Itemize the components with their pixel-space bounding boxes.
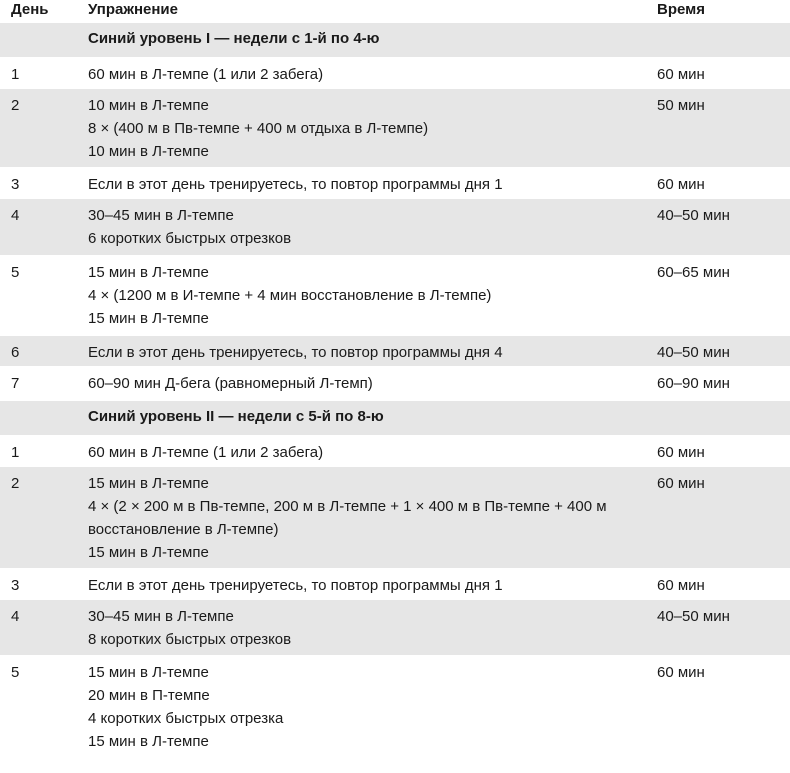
time-cell: 60–90 мин xyxy=(657,375,730,392)
exercise-line: 15 мин в Л-темпе xyxy=(88,264,209,281)
table-row xyxy=(0,57,790,88)
day-cell: 5 xyxy=(11,664,20,681)
time-cell: 40–50 мин xyxy=(657,207,730,224)
exercise-line: 10 мин в Л-темпе xyxy=(88,97,209,114)
exercise-cell xyxy=(88,472,607,564)
table-row xyxy=(0,655,790,752)
day-cell: 5 xyxy=(11,264,20,281)
exercise-line: восстановление в Л-темпе) xyxy=(88,521,279,538)
exercise-line: 15 мин в Л-темпе xyxy=(88,310,209,327)
table-row xyxy=(0,88,790,167)
time-cell: 60 мин xyxy=(657,66,705,83)
exercise-line: 15 мин в Л-темпе xyxy=(88,475,209,492)
time-cell: 40–50 мин xyxy=(657,344,730,361)
day-cell: 1 xyxy=(11,444,20,461)
exercise-line: Если в этот день тренируетесь, то повтор программы дня 1 xyxy=(88,577,503,594)
exercise-line: 15 мин в Л-темпе xyxy=(88,733,209,750)
table-header xyxy=(0,0,790,22)
exercise-cell xyxy=(88,372,373,395)
day-cell: 2 xyxy=(11,97,20,114)
exercise-line: 10 мин в Л-темпе xyxy=(88,143,209,160)
exercise-line: 60 мин в Л-темпе (1 или 2 забега) xyxy=(88,66,324,83)
table-row xyxy=(0,435,790,466)
exercise-cell xyxy=(88,63,323,86)
header-day: День xyxy=(11,1,49,18)
day-cell: 3 xyxy=(11,176,20,193)
table-row xyxy=(0,335,790,366)
section-header-row xyxy=(0,22,790,57)
table-row xyxy=(0,568,790,599)
exercise-cell xyxy=(88,441,323,464)
exercise-cell xyxy=(88,94,428,163)
day-cell: 3 xyxy=(11,577,20,594)
table-row xyxy=(0,255,790,335)
section-title: Синий уровень I — недели с 1-й по 4-ю xyxy=(88,30,380,47)
section-header-row xyxy=(0,400,790,435)
exercise-cell xyxy=(88,661,283,753)
exercise-line: Если в этот день тренируетесь, то повтор программы дня 4 xyxy=(88,344,503,361)
day-cell: 4 xyxy=(11,207,20,224)
exercise-cell xyxy=(88,204,291,250)
exercise-line: 15 мин в Л-темпе xyxy=(88,664,209,681)
exercise-line: 60 мин в Л-темпе (1 или 2 забега) xyxy=(88,444,324,461)
day-cell: 4 xyxy=(11,608,20,625)
table-row xyxy=(0,198,790,255)
exercise-line: 30–45 мин в Л-темпе xyxy=(88,207,234,224)
exercise-line: 8 коротких быстрых отрезков xyxy=(88,631,292,648)
exercise-cell xyxy=(88,173,503,196)
day-cell: 2 xyxy=(11,475,20,492)
time-cell: 60 мин xyxy=(657,475,705,492)
day-cell: 1 xyxy=(11,66,20,83)
exercise-cell xyxy=(88,261,491,330)
day-cell: 6 xyxy=(11,344,20,361)
header-exercise: Упражнение xyxy=(88,1,178,18)
table-row xyxy=(0,167,790,198)
time-cell: 60 мин xyxy=(657,577,705,594)
exercise-line: 4 × (2 × 200 м в Пв-темпе, 200 м в Л-темпе + 1 × 400 м в Пв-темпе + 400 м xyxy=(88,498,607,515)
exercise-line: 60–90 мин Д-бега (равномерный Л-темп) xyxy=(88,375,373,392)
exercise-cell xyxy=(88,341,503,364)
table-body xyxy=(0,22,790,752)
time-cell: 40–50 мин xyxy=(657,608,730,625)
time-cell: 60–65 мин xyxy=(657,264,730,281)
exercise-line: 30–45 мин в Л-темпе xyxy=(88,608,234,625)
table-row xyxy=(0,366,790,400)
header-time: Время xyxy=(657,1,705,18)
exercise-line: 15 мин в Л-темпе xyxy=(88,544,209,561)
day-cell: 7 xyxy=(11,375,20,392)
time-cell: 50 мин xyxy=(657,97,705,114)
exercise-cell xyxy=(88,605,291,651)
time-cell: 60 мин xyxy=(657,176,705,193)
table-row xyxy=(0,599,790,655)
exercise-line: Если в этот день тренируетесь, то повтор программы дня 1 xyxy=(88,176,503,193)
time-cell: 60 мин xyxy=(657,664,705,681)
exercise-line: 20 мин в П-темпе xyxy=(88,687,210,704)
table-row xyxy=(0,466,790,568)
section-title: Синий уровень II — недели с 5-й по 8-ю xyxy=(88,408,384,425)
exercise-line: 4 × (1200 м в И-темпе + 4 мин восстановление в Л-темпе) xyxy=(88,287,492,304)
time-cell: 60 мин xyxy=(657,444,705,461)
exercise-line: 4 коротких быстрых отрезка xyxy=(88,710,284,727)
exercise-line: 8 × (400 м в Пв-темпе + 400 м отдыха в Л-темпе) xyxy=(88,120,429,137)
exercise-line: 6 коротких быстрых отрезков xyxy=(88,230,292,247)
exercise-cell xyxy=(88,574,503,597)
